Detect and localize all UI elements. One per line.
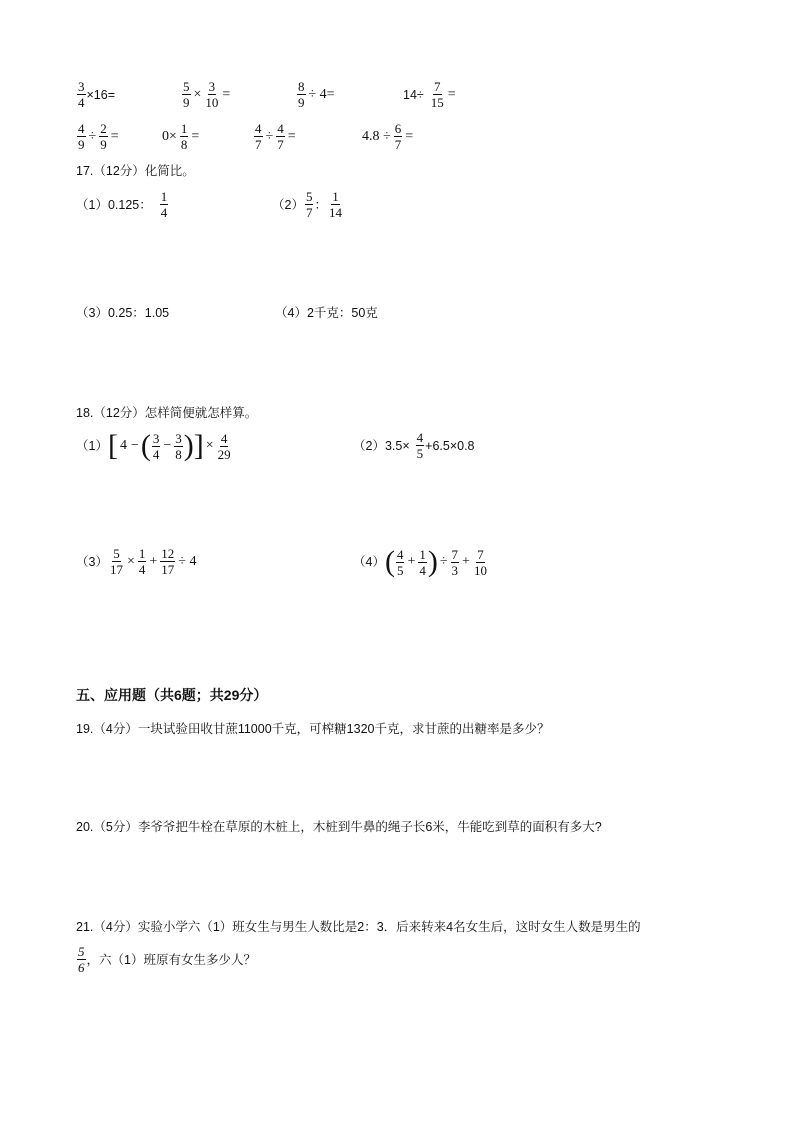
q17-part1: （1）0.125： $\frac{1}{4}$ <box>76 189 168 220</box>
left-paren-icon: ( <box>140 429 151 462</box>
q18-part4: （4） ( $\frac{4}{5}$ + $\frac{1}{4}$ ) ÷ $\frac{7}{3}$ + $\frac{7}{10}$ <box>353 545 487 578</box>
q21-line1: 21.（4分）实验小学六（1）班女生与男生人数比是2：3．后来转来4名女生后，这时女生人数是男生的 <box>76 920 641 934</box>
q20-text: 20.（5分）李爷爷把牛栓在草原的木桩上，木桩到牛鼻的绳子长6米，牛能吃到草的面积有多大? <box>76 820 602 834</box>
section-title: 五、应用题（共6题；共29分） <box>76 687 268 703</box>
right-paren-icon: ) <box>427 545 438 578</box>
calc-row2-item-b: 0× $\frac{1}{8}$ = <box>162 121 200 152</box>
calc-row1-item-d: 14÷ $\frac{7}{15}$ = <box>403 79 456 110</box>
calc-row1-item-b: $\frac{5}{9}$ × $\frac{3}{10}$ = <box>183 79 231 110</box>
calc-row2-item-c: $\frac{4}{7}$ ÷ $\frac{4}{7}$ = <box>255 121 296 152</box>
left-paren-icon: ( <box>384 545 395 578</box>
calc-row1-item-c: $\frac{8}{9}$ ÷ 4= <box>298 79 335 110</box>
calc-row2-item-d: 4.8 ÷ $\frac{6}{7}$ = <box>362 121 414 152</box>
q18-heading: 18.（12分）怎样简便就怎样算。 <box>76 406 258 420</box>
q17-part3: （3）0.25：1.05 <box>76 306 170 320</box>
q18-part2: （2）3.5× $\frac{4}{5}$ +6.5×0.8 <box>353 430 475 461</box>
q17-part2: （2） $\frac{5}{7}$ ： $\frac{1}{14}$ <box>272 189 342 220</box>
left-bracket-icon: [ <box>107 429 118 462</box>
q19-text: 19.（4分）一块试验田收甘蔗11000千克，可榨糖1320千克，求甘蔗的出糖率是多少？ <box>76 722 550 736</box>
calc-row1-item-a: $\frac{3}{4}$ ×16= <box>78 79 116 110</box>
q18-part3: （3） $\frac{5}{17}$ × $\frac{1}{4}$ + $\frac{12}{17}$ ÷ 4 <box>76 546 197 577</box>
calc-row2-item-a: $\frac{4}{9}$ ÷ $\frac{2}{9}$ = <box>78 121 119 152</box>
q17-part4: （4）2千克：50克 <box>275 306 378 320</box>
right-bracket-icon: ] <box>193 429 204 462</box>
q17-heading: 17.（12分）化简比。 <box>76 164 195 178</box>
q18-part1: （1） [ 4 − ( $\frac{3}{4}$ − $\frac{3}{8}$ ) ] × $\frac{4}{29}$ <box>76 429 231 462</box>
q21-line2: $\frac{5}{6}$ ，六（1）班原有女生多少人？ <box>78 944 256 975</box>
right-paren-icon: ) <box>183 429 194 462</box>
